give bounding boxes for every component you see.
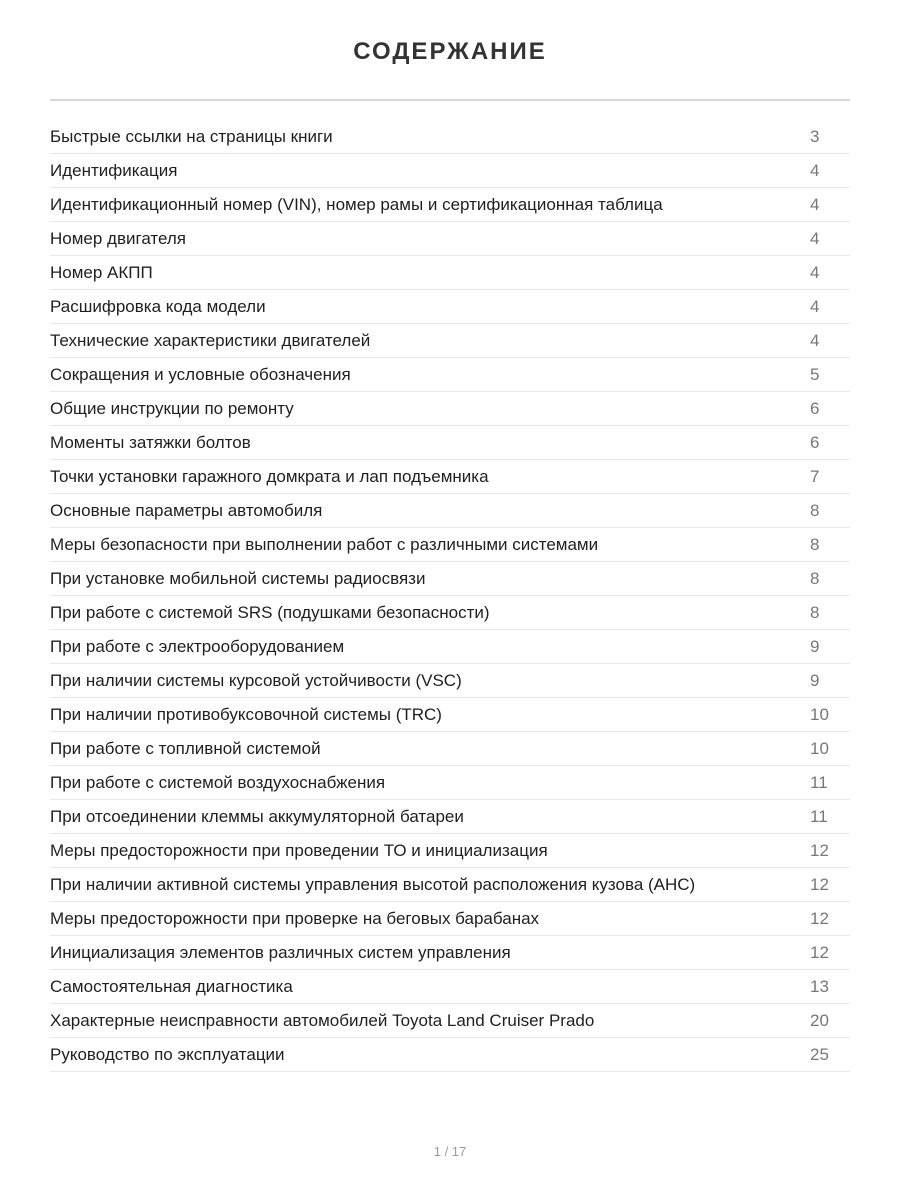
toc-entry-title: При работе с системой SRS (подушками безопасности) <box>50 602 490 622</box>
toc-entry-title: При наличии системы курсовой устойчивости (VSC) <box>50 670 462 690</box>
toc-entry-title: При отсоединении клеммы аккумуляторной батареи <box>50 806 464 826</box>
toc-entry[interactable] <box>50 494 850 528</box>
toc-entry-page: 3 <box>810 126 820 146</box>
toc-entry[interactable] <box>50 868 850 902</box>
toc-entry-page: 5 <box>810 364 820 384</box>
toc-entry[interactable] <box>50 596 850 630</box>
toc-entry-title: Меры предосторожности при проведении ТО и инициализация <box>50 840 548 860</box>
toc-entry[interactable] <box>50 1004 850 1038</box>
toc-entry-page: 9 <box>810 670 820 690</box>
toc-entry[interactable] <box>50 698 850 732</box>
toc-entry[interactable] <box>50 936 850 970</box>
toc-entry-page: 8 <box>810 602 820 622</box>
toc-entry-title: Инициализация элементов различных систем управления <box>50 942 511 962</box>
toc-entry[interactable] <box>50 528 850 562</box>
page-indicator: 1 / 17 <box>433 1144 467 1159</box>
toc-entry-title: Основные параметры автомобиля <box>50 500 323 520</box>
page-title: СОДЕРЖАНИЕ <box>353 38 547 65</box>
toc-entry[interactable] <box>50 256 850 290</box>
toc-entry-title: Идентификационный номер (VIN), номер рамы и сертификационная таблица <box>50 194 663 214</box>
toc-entry-title: Руководство по эксплуатации <box>50 1044 285 1064</box>
toc-entry-page: 12 <box>810 874 829 894</box>
toc-entry-page: 9 <box>810 636 820 656</box>
toc-entry[interactable] <box>50 834 850 868</box>
toc-entry[interactable] <box>50 562 850 596</box>
toc-entry[interactable] <box>50 426 850 460</box>
toc-entry[interactable] <box>50 766 850 800</box>
toc-entry-page: 4 <box>810 228 820 248</box>
toc-entry-title: Моменты затяжки болтов <box>50 432 251 452</box>
toc-entry-title: Общие инструкции по ремонту <box>50 398 294 418</box>
toc-entry-page: 6 <box>810 432 820 452</box>
toc-entry-title: Точки установки гаражного домкрата и лап подъемника <box>50 466 489 486</box>
toc-entry[interactable] <box>50 120 850 154</box>
toc-entry[interactable] <box>50 630 850 664</box>
toc-entry[interactable] <box>50 902 850 936</box>
toc-entry[interactable] <box>50 664 850 698</box>
toc-entry-title: Номер АКПП <box>50 262 153 282</box>
toc-entry-page: 8 <box>810 568 820 588</box>
toc-entry-page: 10 <box>810 738 829 758</box>
toc-entry[interactable] <box>50 732 850 766</box>
toc-entry-page: 12 <box>810 942 829 962</box>
toc-entry-title: Быстрые ссылки на страницы книги <box>50 126 333 146</box>
title-divider <box>50 99 850 101</box>
toc-entry-title: При работе с системой воздухоснабжения <box>50 772 386 792</box>
toc-entry[interactable] <box>50 800 850 834</box>
toc-entry-title: При наличии активной системы управления высотой расположения кузова (AHC) <box>50 874 696 894</box>
table-of-contents <box>50 120 850 1072</box>
toc-entry-page: 13 <box>810 976 829 996</box>
toc-entry-title: При работе с электрооборудованием <box>50 636 345 656</box>
toc-entry[interactable] <box>50 188 850 222</box>
toc-entry[interactable] <box>50 290 850 324</box>
toc-entry-page: 20 <box>810 1010 829 1030</box>
toc-entry-title: Номер двигателя <box>50 228 187 248</box>
toc-entry-title: Расшифровка кода модели <box>50 296 266 316</box>
toc-entry-page: 4 <box>810 194 820 214</box>
toc-entry-title: Меры предосторожности при проверке на беговых барабанах <box>50 908 540 928</box>
toc-entry-page: 8 <box>810 500 820 520</box>
toc-entry-title: Меры безопасности при выполнении работ с различными системами <box>50 534 599 554</box>
toc-entry-page: 11 <box>810 806 828 826</box>
toc-entry-title: При наличии противобуксовочной системы (TRC) <box>50 704 442 724</box>
toc-entry-page: 25 <box>810 1044 829 1064</box>
toc-entry-page: 11 <box>810 772 828 792</box>
toc-entry-page: 10 <box>810 704 829 724</box>
toc-entry-page: 8 <box>810 534 820 554</box>
toc-entry-title: Характерные неисправности автомобилей Toyota Land Cruiser Prado <box>50 1010 595 1030</box>
toc-entry[interactable] <box>50 970 850 1004</box>
toc-entry-page: 12 <box>810 840 829 860</box>
toc-entry-title: При работе с топливной системой <box>50 738 321 758</box>
toc-entry-title: Идентификация <box>50 160 178 180</box>
toc-entry-page: 4 <box>810 330 820 350</box>
toc-entry-page: 4 <box>810 296 820 316</box>
toc-entry-title: Технические характеристики двигателей <box>50 330 371 350</box>
toc-entry[interactable] <box>50 324 850 358</box>
toc-entry[interactable] <box>50 222 850 256</box>
toc-entry-title: Сокращения и условные обозначения <box>50 364 351 384</box>
toc-entry-page: 4 <box>810 160 820 180</box>
toc-entry[interactable] <box>50 358 850 392</box>
toc-entry-page: 6 <box>810 398 820 418</box>
toc-entry-page: 12 <box>810 908 829 928</box>
toc-entry-title: Самостоятельная диагностика <box>50 976 293 996</box>
toc-entry[interactable] <box>50 392 850 426</box>
toc-entry[interactable] <box>50 154 850 188</box>
toc-entry[interactable] <box>50 1038 850 1072</box>
toc-entry-page: 7 <box>810 466 820 486</box>
toc-entry-page: 4 <box>810 262 820 282</box>
toc-entry[interactable] <box>50 460 850 494</box>
toc-entry-title: При установке мобильной системы радиосвязи <box>50 568 426 588</box>
